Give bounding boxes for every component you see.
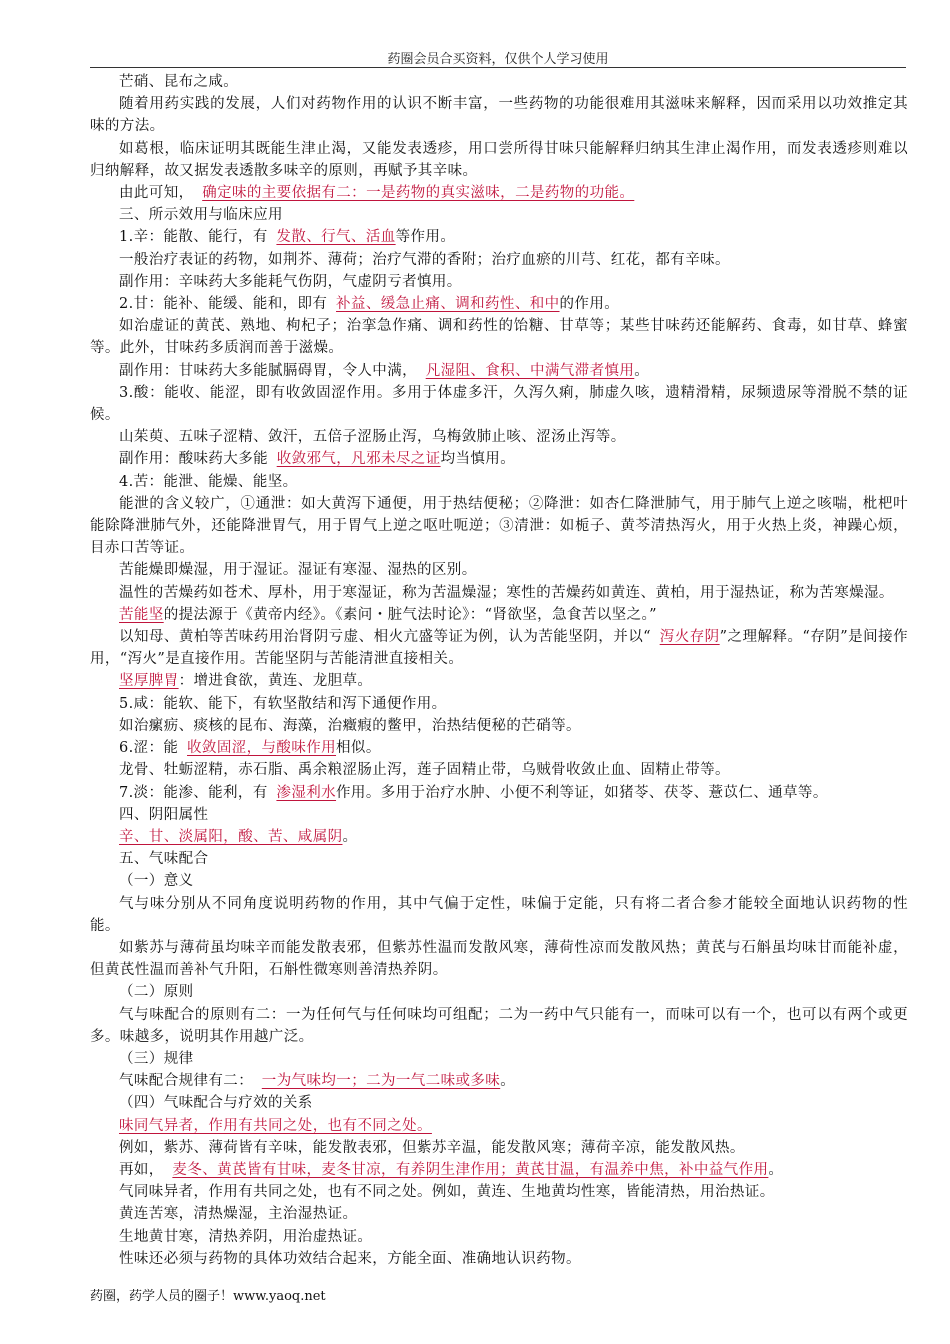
highlighted-text: 一为气味均一；二为一气二味或多味: [261, 1073, 501, 1090]
paragraph: 苦能坚的提法源于《黄帝内经》。《素问・脏气法时论》：“肾欲坚，急食苦以坚之。”: [119, 606, 657, 623]
paragraph: 山茱萸、五味子涩精、敛汗，五倍子涩肠止泻，乌梅敛肺止咳、涩汤止泻等。: [119, 429, 626, 446]
paragraph: 辛、甘、淡属阳，酸、苦、咸属阴。: [119, 828, 358, 845]
highlighted-text: 味同气异者，作用有共同之处，也有不同之处。: [119, 1117, 432, 1134]
paragraph: 副作用：甘味药大多能腻膈碍胃，令人中满， 凡湿阻、食积、中满气滞者慎用。: [119, 362, 650, 379]
paragraph: 气与味分别从不同角度说明药物的作用，其中气偏于定性，味偏于定能，只有将二者合参才能较全面地认识药物的性能。: [90, 895, 908, 934]
subsection-heading: （三）规律: [119, 1050, 194, 1067]
highlighted-text: 确定味的主要依据有二：一是药物的真实滋味，二是药物的功能。: [202, 185, 635, 202]
section-heading: 四、阴阳属性: [119, 806, 209, 823]
section-heading: 五、气味配合: [119, 851, 209, 868]
paragraph: 生地黄甘寒，清热养阴，用治虚热证。: [119, 1228, 373, 1245]
subsection-heading: （四）气味配合与疗效的关系: [119, 1095, 313, 1112]
paragraph: 如葛根，临床证明其既能生津止渴，又能发表透疹，用口尝所得甘味只能解释归纳其生津止渴作用，而发表透疹则难以归纳解释，故又据发表透散多味辛的原则，再赋予其辛味。: [90, 140, 908, 179]
paragraph: 由此可知， 确定味的主要依据有二：一是药物的真实滋味，二是药物的功能。: [119, 185, 635, 202]
paragraph: 2.甘：能补、能缓、能和，即有 补益、缓急止痛、调和药性、和中的作用。: [119, 296, 620, 313]
header-divider: [90, 67, 906, 68]
paragraph: 副作用：辛味药大多能耗气伤阴，气虚阴亏者慎用。: [119, 273, 462, 290]
paragraph: 随着用药实践的发展，人们对药物作用的认识不断丰富，一些药物的功能很难用其滋味来解释，因而采用以功效推定其味的方法。: [90, 96, 908, 135]
paragraph: [90, 1115, 908, 1137]
paragraph: 芒硝、昆布之咸。: [119, 74, 239, 90]
subsection-heading: （一）意义: [119, 873, 194, 890]
paragraph: 如治虚证的黄芪、熟地、枸杞子；治挛急作痛、调和药性的饴糖、甘草等；某些甘味药还能解药、食毒，如甘草、蜂蜜等。此外，甘味药多质润而善于滋燥。: [90, 318, 908, 357]
paragraph: 龙骨、牡蛎涩精，赤石脂、禹余粮涩肠止泻，莲子固精止带，乌贼骨收敛止血、固精止带等。: [119, 762, 730, 779]
section-heading: 三、所示效用与临床应用: [119, 207, 283, 224]
paragraph: 再如， 麦冬、黄芪皆有甘味，麦冬甘凉，有养阴生津作用；黄芪甘温，有温养中焦，补中益气作用。: [119, 1161, 784, 1178]
highlighted-text: 发散、行气、活血: [276, 229, 396, 246]
highlighted-text: 收敛固涩，与酸味作用: [187, 740, 337, 757]
paragraph: 气味配合规律有二： 一为气味均一；二为一气二味或多味。: [119, 1073, 516, 1090]
highlighted-text: 麦冬、黄芪皆有甘味，麦冬甘凉，有养阴生津作用；黄芪甘温，有温养中焦，补中益气作用: [172, 1161, 769, 1178]
highlighted-text: 收敛邪气，凡邪未尽之证: [276, 451, 441, 468]
paragraph: 坚厚脾胃：增进食欲，黄连、龙胆草。: [119, 673, 373, 690]
highlighted-text: 泻火存阴: [659, 629, 720, 646]
subsection-heading: （二）原则: [119, 984, 194, 1001]
highlighted-text: 补益、缓急止痛、调和药性、和中: [336, 296, 560, 313]
paragraph: 黄连苦寒，清热燥湿，主治湿热证。: [119, 1206, 358, 1223]
paragraph: 副作用：酸味药大多能 收敛邪气，凡邪未尽之证均当慎用。: [119, 451, 516, 468]
paragraph: 性味还必须与药物的具体功效结合起来，方能全面、准确地认识药物。: [119, 1250, 581, 1267]
document-body: [90, 71, 908, 1270]
highlighted-text: 苦能坚: [119, 606, 164, 623]
paragraph: 一般治疗表证的药物，如荆芥、薄荷；治疗气滞的香附；治疗血瘀的川芎、红花，都有辛味。: [119, 251, 730, 268]
paragraph: 4.苦：能泄、能燥、能坚。: [119, 473, 298, 490]
highlighted-text: 辛、甘、淡属阳，酸、苦、咸属阴: [119, 828, 343, 845]
paragraph: 如治瘰疬、痰核的昆布、海藻，治癥瘕的鳖甲，治热结便秘的芒硝等。: [119, 717, 581, 734]
paragraph: 6.涩：能 收敛固涩，与酸味作用相似。: [119, 740, 381, 757]
paragraph: 温性的苦燥药如苍术、厚朴，用于寒湿证，称为苦温燥湿；寒性的苦燥药如黄连、黄柏，用于湿热证，称为苦寒燥湿。: [119, 584, 894, 601]
paragraph: 3.酸：能收、能涩，即有收敛固涩作用。多用于体虚多汗，久泻久痢，肺虚久咳，遗精滑精，尿频遗尿等滑脱不禁的证候。: [90, 384, 908, 424]
paragraph: 5.咸：能软、能下，有软坚散结和泻下通便作用。: [119, 695, 447, 712]
paragraph: 例如，紫苏、薄荷皆有辛味，能发散表邪，但紫苏辛温，能发散风寒；薄荷辛凉，能发散风热。: [119, 1139, 745, 1156]
paragraph: 能泄的含义较广，①通泄：如大黄泻下通便，用于热结便秘；②降泄：如杏仁降泄肺气，用于肺气上逆之咳喘，枇杷叶能除降泄肺气外，还能降泄胃气，用于胃气上逆之呕吐呃逆；③清泄：如栀子、黄芩清热泻火，用于火热上炎，神躁心烦，目赤口苦等证。: [90, 495, 908, 557]
highlighted-text: 渗湿利水: [276, 784, 337, 801]
paragraph: 以知母、黄柏等苦味药用治肾阴亏虚、相火亢盛等证为例，认为苦能坚阴，并以“ 泻火存阴”之理解释。“存阴”是间接作用，“泻火”是直接作用。苦能坚阴与苦能清泄直接相关。: [90, 629, 908, 668]
paragraph: 1.辛：能散、能行，有 发散、行气、活血等作用。: [119, 229, 456, 246]
paragraph: 如紫苏与薄荷虽均味辛而能发散表邪，但紫苏性温而发散风寒，薄荷性凉而发散风热；黄芪与石斛虽均味甘而能补虚，但黄芪性温而善补气升阳，石斛性微寒则善清热养阴。: [90, 939, 908, 979]
paragraph: 7.淡：能渗、能利，有 渗湿利水作用。多用于治疗水肿、小便不利等证，如猪苓、茯苓、薏苡仁、通草等。: [119, 784, 828, 801]
page-footer: 药圈，药学人员的圈子！www.yaoq.net: [90, 1289, 326, 1304]
highlighted-text: 凡湿阻、食积、中满气滞者慎用: [425, 362, 635, 379]
paragraph: 气同味异者，作用有共同之处，也有不同之处。例如，黄连、生地黄均性寒，皆能清热，用治热证。: [119, 1184, 775, 1201]
paragraph: 苦能燥即燥湿，用于湿证。湿证有寒湿、湿热的区别。: [119, 562, 477, 579]
highlighted-text: 坚厚脾胃: [119, 673, 179, 690]
paragraph: 气与味配合的原则有二：一为任何气与任何味均可组配；二为一药中气只能有一，而味可以有一个，也可以有两个或更多。味越多，说明其作用越广泛。: [90, 1006, 908, 1045]
page-header: 药圈会员合买资料，仅供个人学习使用: [387, 52, 609, 67]
